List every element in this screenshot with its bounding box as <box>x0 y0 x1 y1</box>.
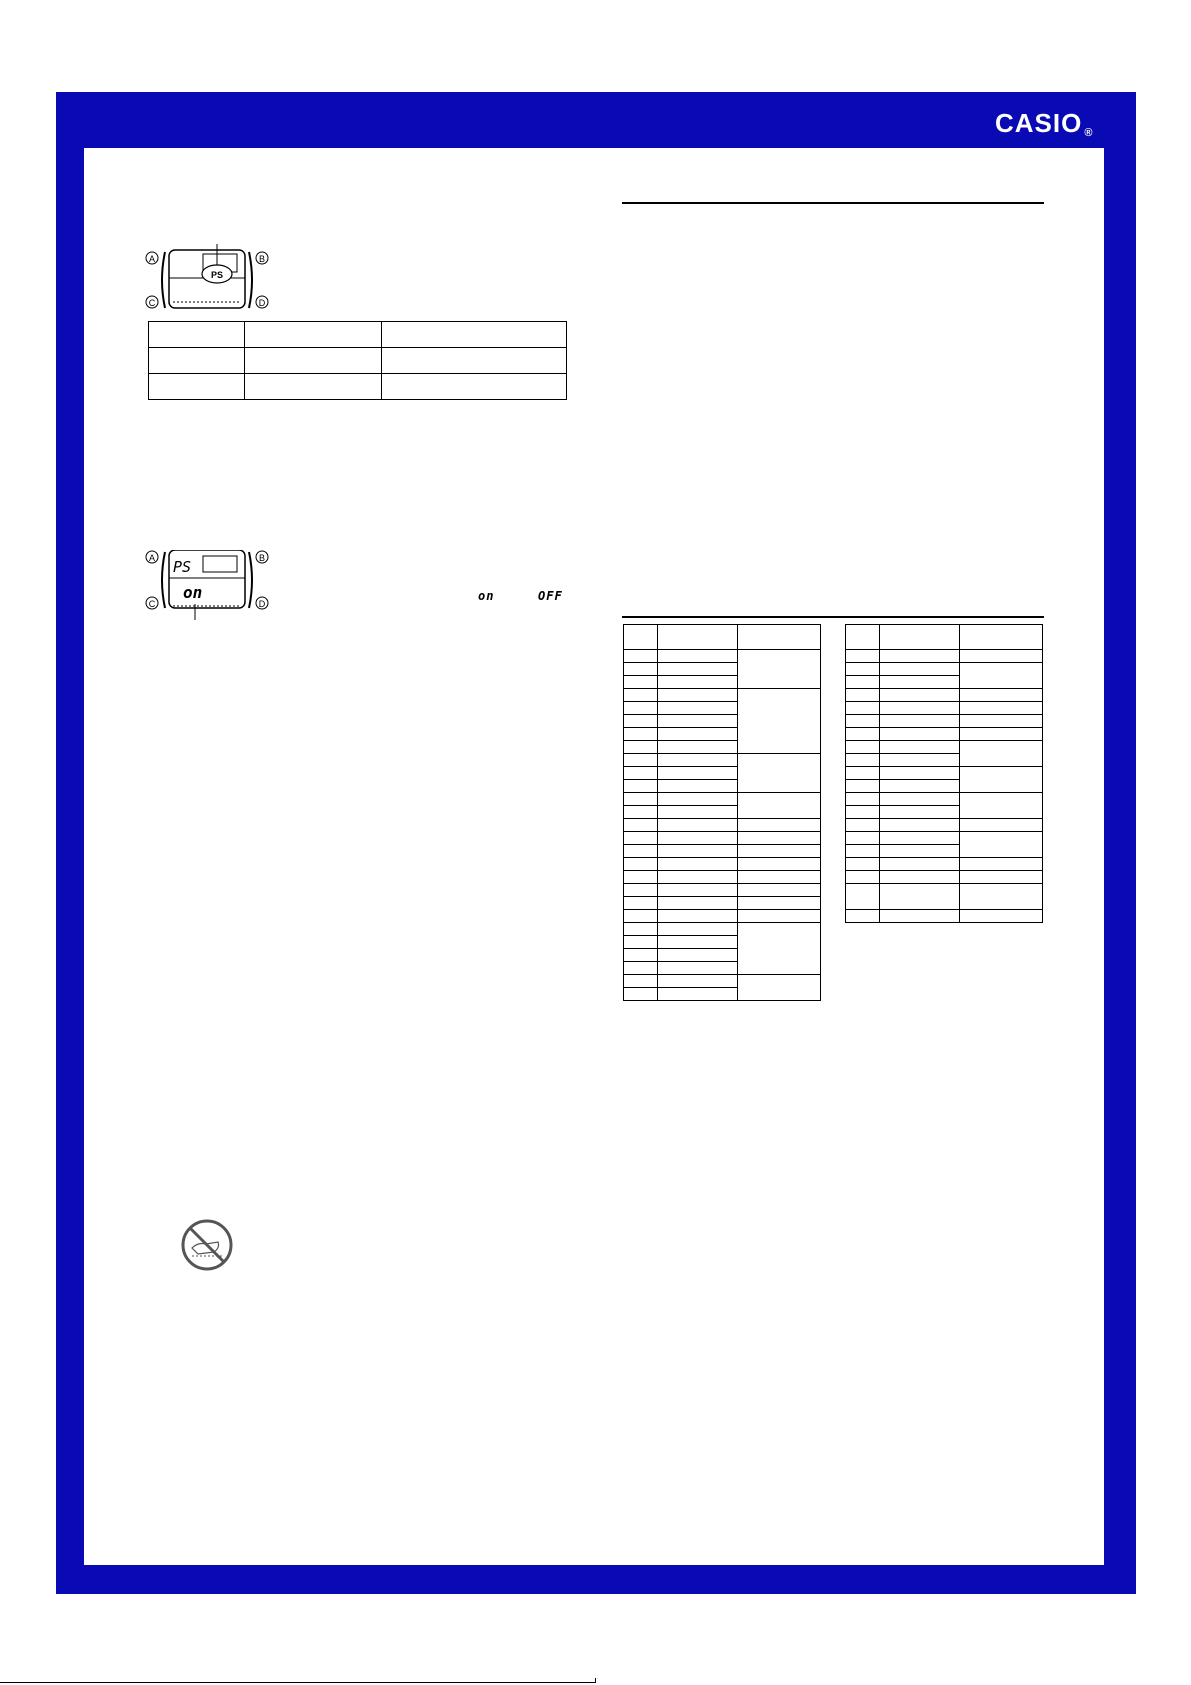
table-row <box>624 845 821 858</box>
table-row <box>846 832 1043 845</box>
table-row <box>846 702 1043 715</box>
table-row <box>624 754 821 767</box>
table-row <box>149 374 567 400</box>
table-row <box>846 910 1043 923</box>
table-row <box>624 625 821 650</box>
table-row <box>624 858 821 871</box>
table-row <box>846 715 1043 728</box>
table-row <box>624 897 821 910</box>
button-d-label: D <box>258 298 266 308</box>
lcd-on-indicator: on <box>478 589 495 603</box>
lcd-on-text: on <box>183 583 203 602</box>
lcd-off-indicator: OFF <box>538 589 563 603</box>
table-row <box>846 663 1043 676</box>
table-row <box>846 884 1043 910</box>
lcd-ps-label: PS <box>210 270 224 280</box>
button-b-label: B <box>258 553 266 563</box>
prohibition-hand-icon <box>180 1218 234 1272</box>
table-row <box>846 650 1043 663</box>
table-row <box>624 871 821 884</box>
section-rule-middle <box>622 616 1044 618</box>
table-row <box>846 625 1043 650</box>
table-row <box>149 322 567 348</box>
table-row <box>846 689 1043 702</box>
power-saving-table <box>148 321 567 400</box>
watch-figure-power-saving <box>145 244 270 312</box>
table-row <box>624 975 821 988</box>
footer-tick <box>595 1678 596 1683</box>
button-c-label: C <box>148 298 156 308</box>
table-row <box>846 728 1043 741</box>
table-row <box>846 767 1043 780</box>
logo-text: CASIO <box>995 108 1083 138</box>
button-b-label: B <box>258 254 266 264</box>
table-row <box>846 858 1043 871</box>
button-a-label: A <box>148 254 156 264</box>
table-row <box>624 884 821 897</box>
table-row <box>624 689 821 702</box>
lcd-ps-text: PS <box>173 558 192 576</box>
table-row <box>846 819 1043 832</box>
button-a-label: A <box>148 553 156 563</box>
registered-mark: ® <box>1084 127 1094 139</box>
table-row <box>624 832 821 845</box>
watch-figure-ps-setting <box>145 550 270 620</box>
table-row <box>624 819 821 832</box>
button-d-label: D <box>258 599 266 609</box>
reference-table-right <box>845 624 1043 923</box>
table-row <box>624 793 821 806</box>
table-row <box>624 923 821 936</box>
table-row <box>846 741 1043 754</box>
section-rule-top <box>622 202 1044 204</box>
table-row <box>149 348 567 374</box>
table-row <box>846 793 1043 806</box>
footer-line <box>0 1682 596 1683</box>
table-row <box>624 650 821 663</box>
table-row <box>846 871 1043 884</box>
reference-table-left <box>623 624 821 1001</box>
table-row <box>624 910 821 923</box>
casio-logo <box>995 110 1093 139</box>
button-c-label: C <box>148 599 156 609</box>
